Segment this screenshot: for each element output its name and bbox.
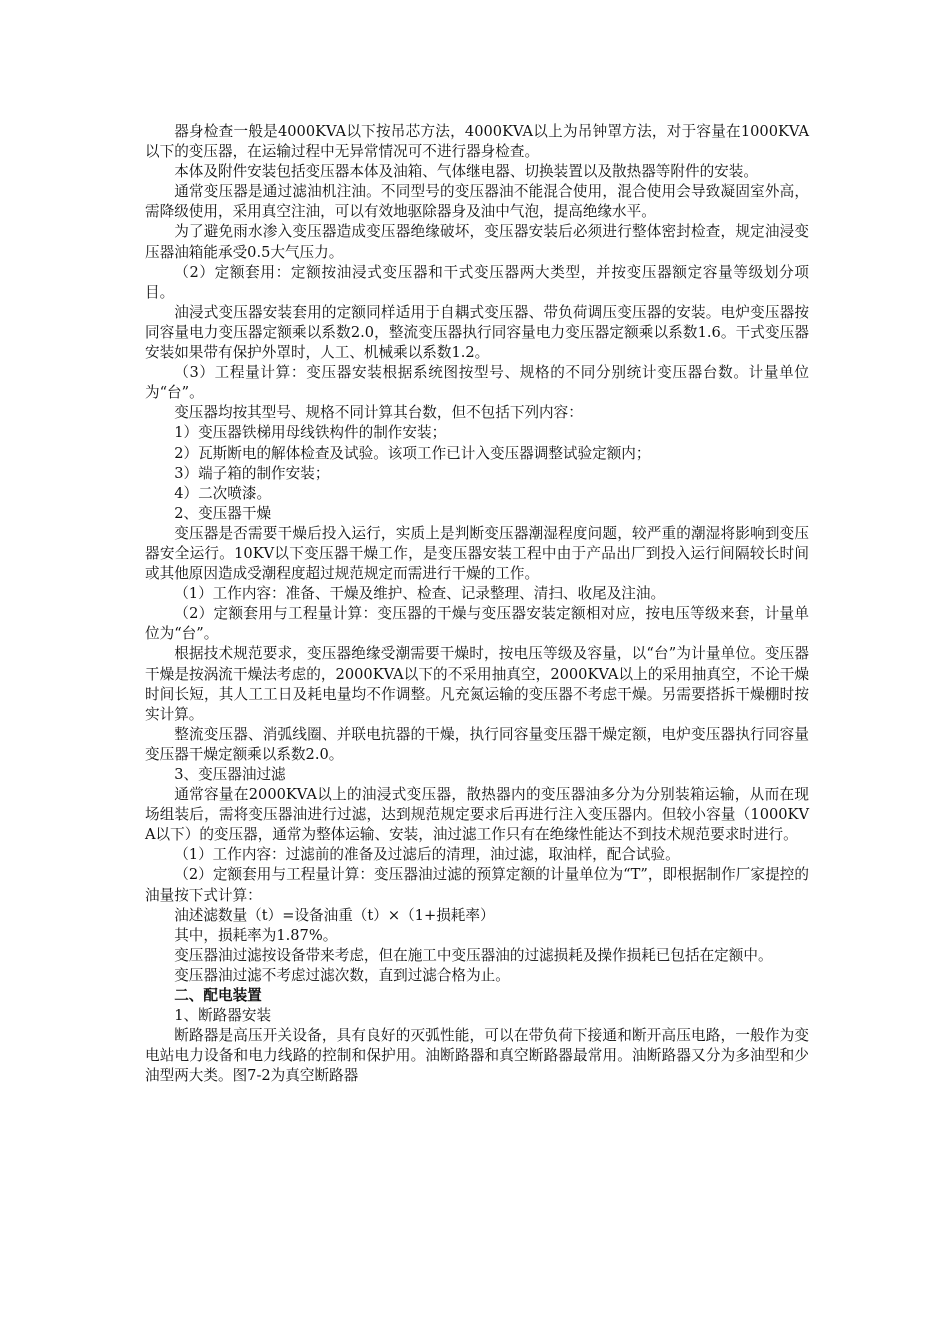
paragraph: 本体及附件安装包括变压器本体及油箱、气体继电器、切换装置以及散热器等附件的安装。 <box>174 163 758 181</box>
paragraph: 其中，损耗率为1.87%。 <box>174 926 338 944</box>
paragraph: （2）定额套用：定额按油浸式变压器和干式变压器两大类型，并按变压器额定容量等级划分项目。 <box>145 263 809 301</box>
paragraph: （2）定额套用与工程量计算：变压器的干燥与变压器安装定额相对应，按电压等级来套，计量单位为“台”。 <box>145 605 809 643</box>
formula: 油述滤数量（t）=设备油重（t）×（1+损耗率） <box>174 906 495 924</box>
paragraph: 变压器均按其型号、规格不同计算其台数，但不包括下列内容： <box>174 404 583 422</box>
list-item: 2）瓦斯断电的解体检查及试验。该项工作已计入变压器调整试验定额内； <box>174 444 651 462</box>
paragraph: 根据技术规范要求，变压器绝缘受潮需要干燥时，按电压等级及容量，以“台”为计量单位。变压器干燥是按涡流干燥法考虑的，2000KVA以下的不采用抽真空，2000KVA以上的采用抽真空，不论干燥时间长短，其人工工日及耗电量均不作调整。凡充氮运输的变压器不考虑干燥。另需要搭拆干燥棚时按实计算。 <box>145 645 809 723</box>
list-item: 4）二次喷漆。 <box>174 484 272 502</box>
document-page <box>145 122 809 1087</box>
paragraph: （3）工程量计算：变压器安装根据系统图按型号、规格的不同分别统计变压器台数。计量单位为“台”。 <box>145 364 809 402</box>
paragraph: 为了避免雨水渗入变压器造成变压器绝缘破坏，变压器安装后必须进行整体密封检查，规定油浸变压器油箱能承受0.5大气压力。 <box>145 223 809 261</box>
paragraph: 油浸式变压器安装套用的定额同样适用于自耦式变压器、带负荷调压变压器的安装。电炉变压器按同容量电力变压器定额乘以系数2.0，整流变压器执行同容量电力变压器定额乘以系数1.6。干式变压器安装如果带有保护外罩时，人工、机械乘以系数1.2。 <box>145 303 809 362</box>
paragraph: 器身检查一般是4000KVA以下按吊芯方法，4000KVA以上为吊钟罩方法，对于容量在1000KVA以下的变压器，在运输过程中无异常情况可不进行器身检查。 <box>145 123 809 161</box>
paragraph: 通常容量在2000KVA以上的油浸式变压器，散热器内的变压器油多分为分别装箱运输，从而在现场组装后，需将变压器油进行过滤，达到规范规定要求后再进行注入变压器内。但较小容量（1000KVA以下）的变压器，通常为整体运输、安装，油过滤工作只有在绝缘性能达不到技术规范要求时进行。 <box>145 786 809 844</box>
paragraph: 整流变压器、消弧线圈、并联电抗器的干燥，执行同容量变压器干燥定额，电炉变压器执行同容量变压器干燥定额乘以系数2.0。 <box>145 725 809 763</box>
section-heading: 2、变压器干燥 <box>174 504 272 522</box>
paragraph: （1）工作内容：过滤前的准备及过滤后的清理，油过滤，取油样，配合试验。 <box>174 846 680 864</box>
section-heading: 3、变压器油过滤 <box>174 766 286 783</box>
section-heading: 1、断路器安装 <box>174 1007 272 1025</box>
paragraph: 变压器油过滤不考虑过滤次数，直到过滤合格为止。 <box>174 966 510 984</box>
paragraph: 通常变压器是通过滤油机注油。不同型号的变压器油不能混合使用，混合使用会导致凝固室外高，需降级使用，采用真空注油，可以有效地驱除器身及油中气泡，提高绝缘水平。 <box>145 183 809 221</box>
paragraph: 变压器是否需要干燥后投入运行，实质上是判断变压器潮湿程度问题，较严重的潮湿将影响到变压器安全运行。10KV以下变压器干燥工作，是变压器安装工程中由于产品出厂到投入运行间隔较长时间或其他原因造成受潮程度超过规范规定而需进行干燥的工作。 <box>145 524 809 583</box>
paragraph: （1）工作内容：准备、干燥及维护、检查、记录整理、清扫、收尾及注油。 <box>174 585 666 603</box>
paragraph: 断路器是高压开关设备，具有良好的灭弧性能，可以在带负荷下接通和断开高压电路，一般作为变电站电力设备和电力线路的控制和保护用。油断路器和真空断路器最常用。油断路器又分为多油型和少油型两大类。图7-2为真空断路器 <box>145 1027 809 1085</box>
paragraph: （2）定额套用与工程量计算：变压器油过滤的预算定额的计量单位为“T”，即根据制作厂家提控的油量按下式计算： <box>145 866 809 904</box>
list-item: 1）变压器铁梯用母线铁构件的制作安装； <box>174 424 447 442</box>
chapter-heading: 二、配电装置 <box>174 987 262 1005</box>
paragraph: 变压器油过滤按设备带来考虑，但在施工中变压器油的过滤损耗及操作损耗已包括在定额中。 <box>174 946 773 964</box>
list-item: 3）端子箱的制作安装； <box>174 464 330 482</box>
